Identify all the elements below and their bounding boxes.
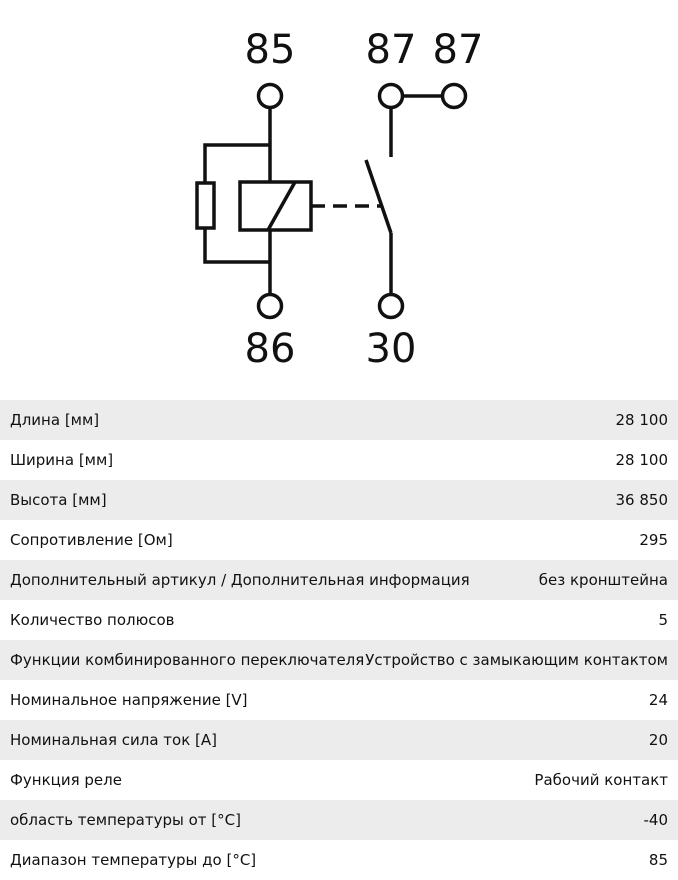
spec-label: Функция реле	[10, 771, 122, 789]
terminal-85	[259, 85, 282, 108]
spec-row	[0, 760, 678, 800]
spec-label: Количество полюсов	[10, 611, 175, 629]
wire-bypass-top	[205, 145, 270, 183]
spec-row	[0, 560, 678, 600]
spec-label: Функции комбинированного переключателя	[10, 651, 365, 669]
spec-label: Номинальное напряжение [V]	[10, 691, 248, 709]
spec-value: без кронштейна	[538, 571, 668, 589]
spec-row	[0, 400, 678, 440]
spec-row	[0, 480, 678, 520]
spec-label: Диапазон температуры до [°C]	[10, 851, 257, 869]
spec-label: Номинальная сила ток [A]	[10, 731, 217, 749]
spec-value: 295	[639, 531, 668, 549]
spec-value: Рабочий контакт	[534, 771, 668, 789]
spec-label: область температуры от [°C]	[10, 811, 241, 829]
spec-value: 24	[648, 691, 668, 709]
spec-row	[0, 840, 678, 880]
spec-value: 36 850	[615, 491, 668, 509]
pin-label-87-b: 87	[432, 27, 484, 73]
spec-row	[0, 680, 678, 720]
spec-table	[0, 400, 678, 880]
pin-label-86: 86	[244, 326, 296, 372]
spec-value: Устройство с замыкающим контактом	[365, 651, 668, 669]
spec-row	[0, 440, 678, 480]
spec-label: Дополнительный артикул / Дополнительная информация	[10, 571, 470, 589]
pin-label-87-a: 87	[365, 27, 417, 73]
terminal-87-b	[443, 85, 466, 108]
spec-label: Высота [мм]	[10, 491, 107, 509]
relay-wiring-diagram	[0, 0, 678, 400]
spec-value: 85	[648, 851, 668, 869]
spec-label: Сопротивление [Ом]	[10, 531, 173, 549]
spec-value: 5	[658, 611, 668, 629]
spec-value: -40	[643, 811, 668, 829]
wire-bypass-bottom	[205, 228, 270, 262]
coil-diagonal	[268, 182, 295, 230]
spec-value: 28 100	[615, 411, 668, 429]
spec-value: 20	[648, 731, 668, 749]
terminal-86	[259, 295, 282, 318]
terminal-87-a	[380, 85, 403, 108]
terminal-30	[380, 295, 403, 318]
spec-row	[0, 640, 678, 680]
spec-row	[0, 720, 678, 760]
spec-value: 28 100	[615, 451, 668, 469]
spec-label: Ширина [мм]	[10, 451, 114, 469]
pin-label-85: 85	[244, 27, 296, 73]
spec-label: Длина [мм]	[10, 411, 100, 429]
bypass-resistor	[197, 183, 214, 228]
switch-blade	[366, 160, 391, 233]
spec-row	[0, 800, 678, 840]
pin-label-30: 30	[365, 326, 417, 372]
spec-row	[0, 520, 678, 560]
coil-symbol	[240, 182, 311, 230]
spec-row	[0, 600, 678, 640]
